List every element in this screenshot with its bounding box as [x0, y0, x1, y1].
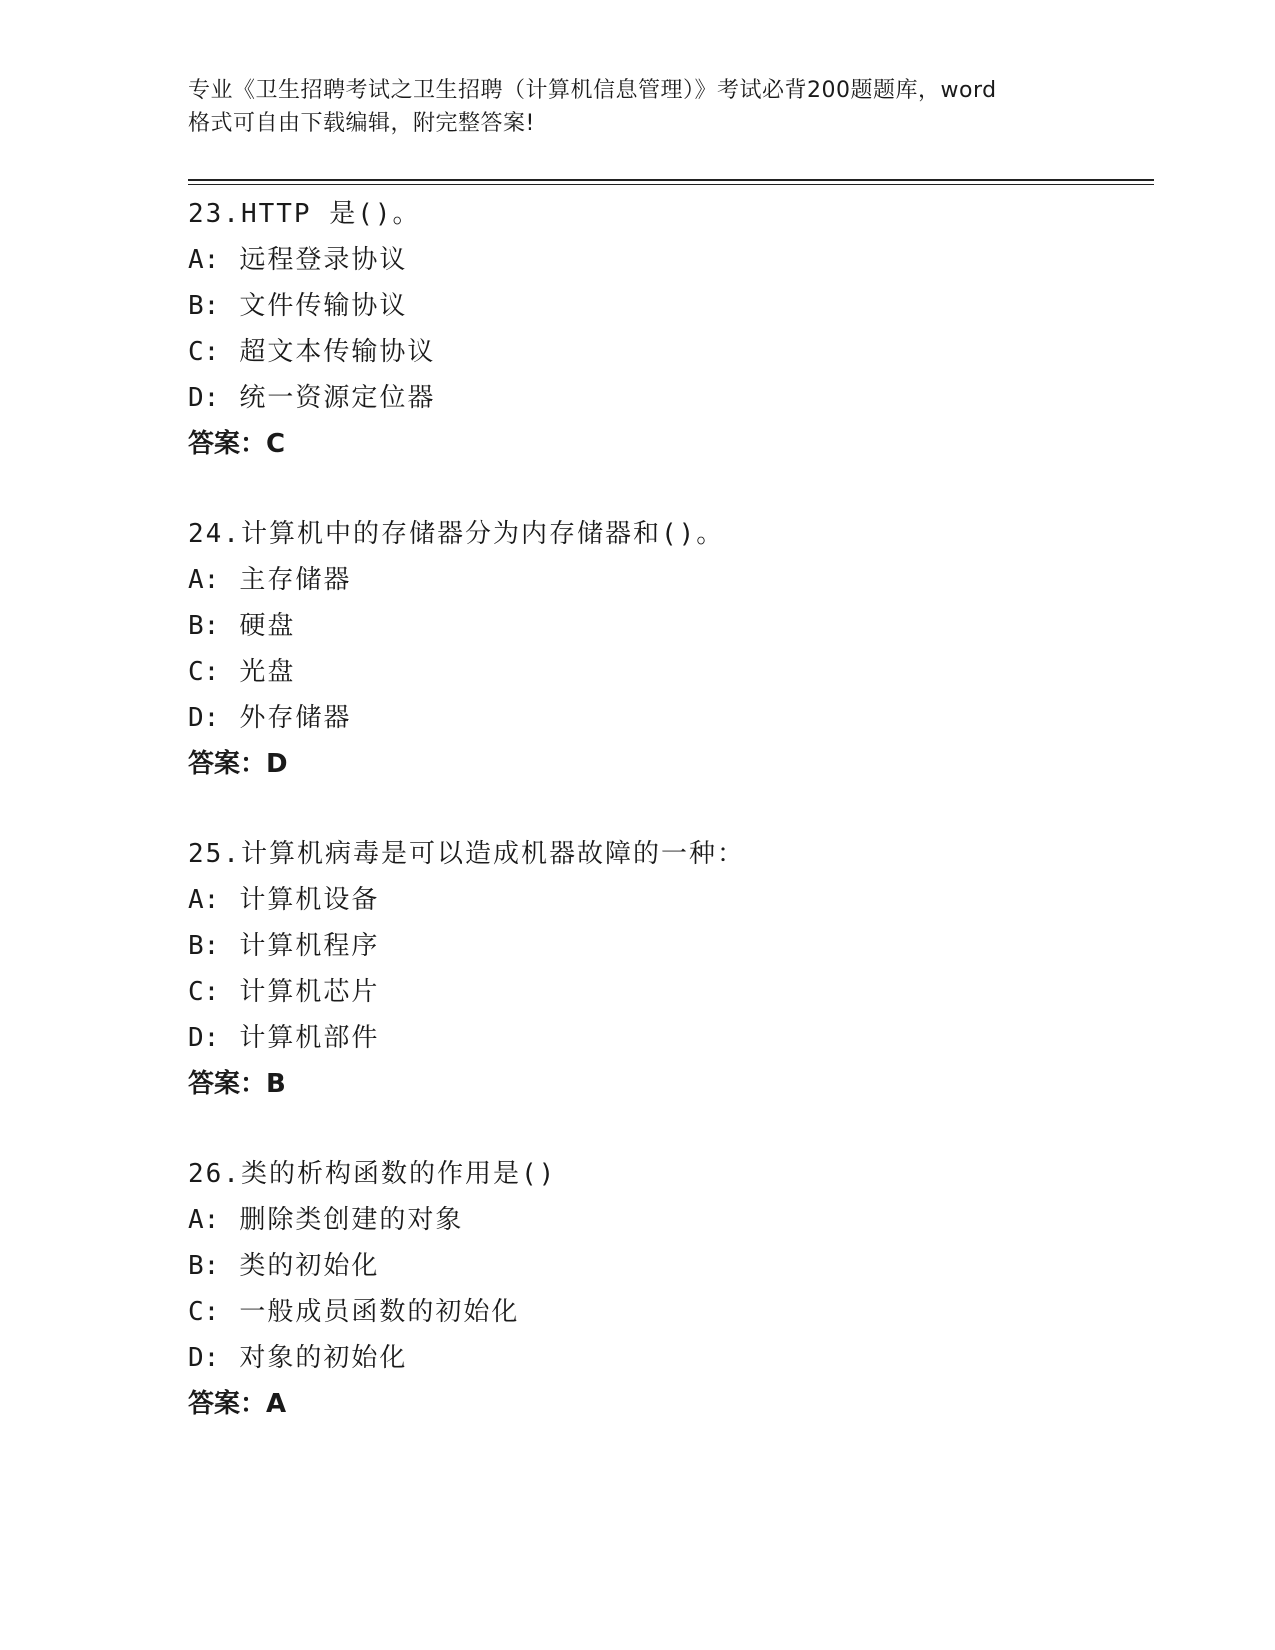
option-c [188, 649, 1148, 695]
option-d [188, 375, 1148, 421]
option-a [188, 877, 1148, 923]
option-c [188, 1289, 1148, 1335]
option-b [188, 1243, 1148, 1289]
option-label: C: [188, 977, 220, 1007]
question-stem: 26.类的析构函数的作用是() [188, 1159, 557, 1189]
question-25 [188, 831, 1148, 1107]
answer-line: 答案：C [188, 429, 286, 459]
option-text: 远程登录协议 [239, 245, 408, 275]
answer-line: 答案：D [188, 749, 288, 779]
option-c [188, 969, 1148, 1015]
answer-line: 答案：A [188, 1389, 287, 1419]
option-text: 计算机程序 [239, 931, 380, 961]
option-text: 类的初始化 [239, 1251, 380, 1281]
option-text: 计算机部件 [239, 1023, 380, 1053]
option-text: 超文本传输协议 [239, 337, 436, 367]
document-header [188, 74, 1088, 140]
option-label: D: [188, 703, 220, 733]
option-b [188, 283, 1148, 329]
option-text: 硬盘 [239, 611, 296, 641]
question-stem: 23.HTTP 是()。 [188, 199, 421, 229]
option-text: 主存储器 [239, 565, 352, 595]
option-d [188, 1015, 1148, 1061]
option-a [188, 1197, 1148, 1243]
option-label: B: [188, 931, 220, 961]
option-label: B: [188, 1251, 220, 1281]
option-text: 对象的初始化 [239, 1343, 408, 1373]
option-text: 外存储器 [239, 703, 352, 733]
option-label: D: [188, 383, 220, 413]
option-a [188, 237, 1148, 283]
option-text: 统一资源定位器 [239, 383, 436, 413]
header-divider-bottom [188, 184, 1154, 185]
option-text: 一般成员函数的初始化 [239, 1297, 520, 1327]
option-label: A: [188, 1205, 220, 1235]
option-c [188, 329, 1148, 375]
option-text: 删除类创建的对象 [239, 1205, 464, 1235]
option-label: C: [188, 657, 220, 687]
option-text: 计算机设备 [239, 885, 380, 915]
header-divider-top [188, 179, 1154, 181]
option-b [188, 923, 1148, 969]
question-23 [188, 191, 1148, 467]
option-a [188, 557, 1148, 603]
option-label: C: [188, 337, 220, 367]
option-label: B: [188, 291, 220, 321]
header-line-2: 格式可自由下载编辑，附完整答案! [188, 111, 535, 136]
option-label: A: [188, 565, 220, 595]
option-d [188, 1335, 1148, 1381]
option-text: 光盘 [239, 657, 296, 687]
option-b [188, 603, 1148, 649]
question-stem: 24.计算机中的存储器分为内存储器和()。 [188, 519, 725, 549]
option-label: D: [188, 1343, 220, 1373]
option-label: C: [188, 1297, 220, 1327]
question-list [188, 191, 1148, 1471]
header-line-1: 专业《卫生招聘考试之卫生招聘（计算机信息管理）》考试必背200题题库，word [188, 78, 997, 103]
option-d [188, 695, 1148, 741]
option-text: 计算机芯片 [239, 977, 380, 1007]
option-label: A: [188, 885, 220, 915]
answer-line: 答案：B [188, 1069, 286, 1099]
question-stem: 25.计算机病毒是可以造成机器故障的一种： [188, 839, 745, 869]
option-label: A: [188, 245, 220, 275]
option-label: D: [188, 1023, 220, 1053]
option-text: 文件传输协议 [239, 291, 408, 321]
question-24 [188, 511, 1148, 787]
option-label: B: [188, 611, 220, 641]
question-26 [188, 1151, 1148, 1427]
